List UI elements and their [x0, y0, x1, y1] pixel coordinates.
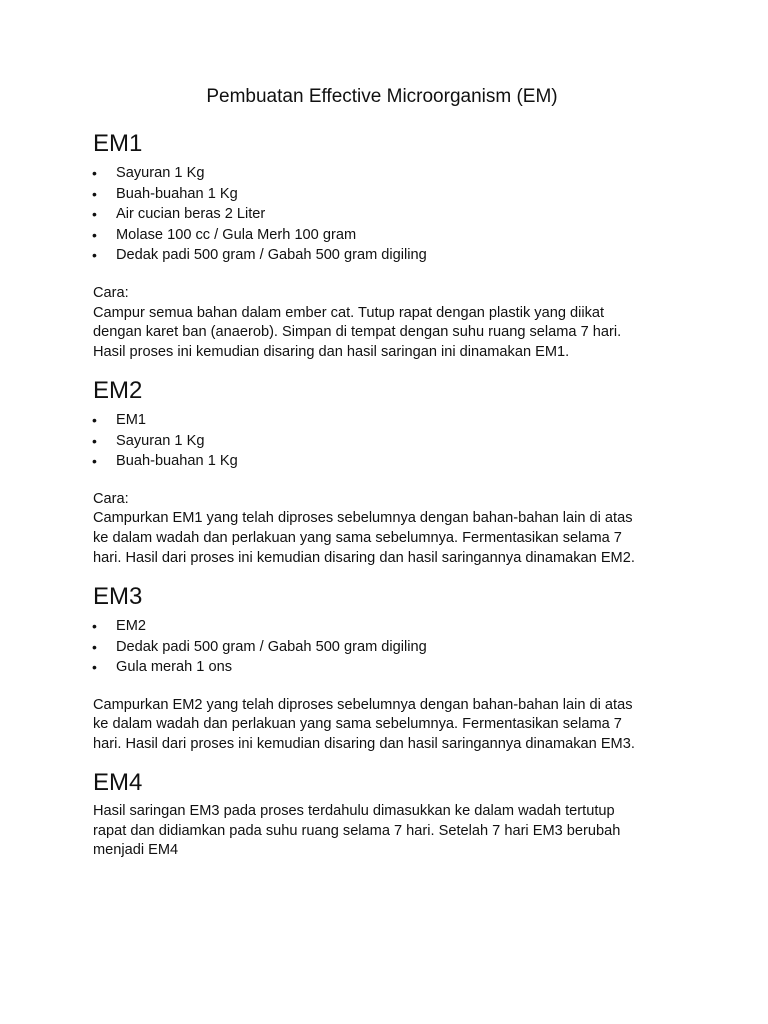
- section-heading-em1: EM1: [93, 130, 143, 157]
- list-item: • Molase 100 cc / Gula Merh 100 gram: [93, 225, 683, 246]
- page-title: Pembuatan Effective Microorganism (EM): [206, 86, 558, 107]
- list-item: • Buah-buahan 1 Kg: [93, 184, 683, 205]
- list-item: • Air cucian beras 2 Liter: [93, 204, 683, 225]
- section-em1: [93, 129, 683, 362]
- method-line: dengan karet ban (anaerob). Simpan di tempat dengan suhu ruang selama 7 hari.: [93, 324, 622, 341]
- ingredient-list-em2: [93, 410, 683, 472]
- section-heading-em3: EM3: [93, 583, 143, 610]
- list-item: • EM2: [93, 616, 683, 637]
- list-item: • Sayuran 1 Kg: [93, 163, 683, 184]
- method-line: Campurkan EM1 yang telah diproses sebelumnya dengan bahan-bahan lain di atas: [93, 510, 633, 527]
- ingredient-list-em3: [93, 616, 683, 678]
- list-item: • Buah-buahan 1 Kg: [93, 451, 683, 472]
- section-em2: [93, 376, 683, 568]
- method-line: Campurkan EM2 yang telah diproses sebelumnya dengan bahan-bahan lain di atas: [93, 696, 633, 713]
- section-em4: [93, 768, 683, 861]
- method-line: Hasil proses ini kemudian disaring dan hasil saringan ini dinamakan EM1.: [93, 343, 570, 360]
- section-heading-em4: EM4: [93, 769, 143, 796]
- list-item: • Dedak padi 500 gram / Gabah 500 gram digiling: [93, 637, 683, 658]
- list-item: • EM1: [93, 410, 683, 431]
- section-em3: [93, 582, 683, 755]
- list-item: • Sayuran 1 Kg: [93, 431, 683, 452]
- method-line: rapat dan didiamkan pada suhu ruang selama 7 hari. Setelah 7 hari EM3 berubah: [93, 822, 621, 839]
- list-item: • Gula merah 1 ons: [93, 657, 683, 678]
- method-line: Hasil saringan EM3 pada proses terdahulu dimasukkan ke dalam wadah tertutup: [93, 803, 615, 819]
- list-item: • Dedak padi 500 gram / Gabah 500 gram digiling: [93, 245, 683, 266]
- ingredient-list-em1: [93, 163, 683, 266]
- method-label: Cara:: [93, 490, 129, 507]
- method-line: hari. Hasil dari proses ini kemudian disaring dan hasil saringannya dinamakan EM2.: [93, 549, 635, 566]
- method-line: ke dalam wadah dan perlakuan yang sama sebelumnya. Fermentasikan selama 7: [93, 529, 622, 546]
- method-label: Cara:: [93, 284, 129, 301]
- method-line: Campur semua bahan dalam ember cat. Tutup rapat dengan plastik yang diikat: [93, 304, 605, 321]
- method-line: menjadi EM4: [93, 842, 179, 859]
- method-line: hari. Hasil dari proses ini kemudian disaring dan hasil saringannya dinamakan EM3.: [93, 735, 635, 752]
- section-heading-em2: EM2: [93, 377, 143, 404]
- method-line: ke dalam wadah dan perlakuan yang sama sebelumnya. Fermentasikan selama 7: [93, 716, 622, 733]
